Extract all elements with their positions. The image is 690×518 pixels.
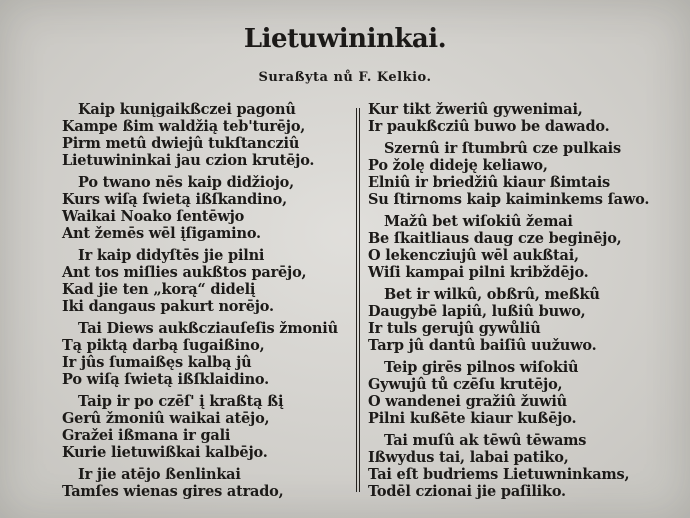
verse-line: Ant žemēs wēl įſigamino. <box>62 225 261 242</box>
verse-line: Taip ir po czēſ' į kraßtą ßį <box>78 393 284 410</box>
verse-line: Daugybē lapiû, lußiû buwo, <box>368 303 586 320</box>
verse-line: Ir tuls gerujû gywůliû <box>368 320 541 337</box>
verse-line: Ir jûs ſumaißęs kalbą jû <box>62 354 252 371</box>
verse-line: Pilni kußēte kiaur kußējo. <box>368 410 577 427</box>
verse-line: Su ſtirnoms kaip kaiminkems ſawo. <box>368 191 650 208</box>
verse-line: Ir paukßcziû buwo be dawado. <box>368 118 610 135</box>
verse-line: Kurie lietuwißkai kalbējo. <box>62 444 268 461</box>
verse-line: Be ſkaitliaus daug cze beginējo, <box>368 230 622 247</box>
verse-line: Waikai Noako ſentēwjo <box>62 208 245 225</box>
verse-line: Gerû žmoniû waikai atējo, <box>62 410 270 427</box>
verse-line: Teip girēs pilnos wiſokiû <box>384 359 579 376</box>
verse-line: Mažû bet wiſokiû žemai <box>384 213 573 230</box>
verse-line: Szernû ir ſtumbrû cze pulkais <box>384 140 621 157</box>
verse-line: O lekencziujû wēl aukßtai, <box>368 247 579 264</box>
verse-line: Kurs wiſą ſwietą ißſkandino, <box>62 191 287 208</box>
verse-line: Tą piktą darbą ſugaißino, <box>62 337 265 354</box>
verse-line: Tamſes wienas gires atrado, <box>62 483 284 500</box>
verse-line: O wandenei gražiû žuwiû <box>368 393 568 410</box>
page-title: Lietuwininkai. <box>243 24 447 54</box>
left-column <box>0 101 352 500</box>
byline: Suraßyta nů F. Kelkio. <box>258 70 432 85</box>
right-column <box>352 101 690 500</box>
verse-line: Gražei ißmana ir gali <box>62 427 231 444</box>
verse-line: Tai muſû ak tēwû tēwams <box>384 432 587 449</box>
verse-line: Tarp jû dantû baiſiû uužuwo. <box>368 337 597 354</box>
verse-line: Bet ir wilkû, obßrû, meßkû <box>384 286 600 303</box>
verse-line: Iki dangaus pakurt norējo. <box>62 298 274 315</box>
verse-line: Ant tos miſlies aukßtos parējo, <box>62 264 307 281</box>
verse-line: Elniû ir briedžiû kiaur ßimtais <box>368 174 610 191</box>
verse-line: Pirm metû dwiejû tukſtancziû <box>62 135 300 152</box>
verse-line: Ißwydus tai, labai patiko, <box>368 449 569 466</box>
verse-line: Wiſi kampai pilni kribždējo. <box>368 264 589 281</box>
verse-line: Lietuwininkai jau czion krutējo. <box>62 152 315 169</box>
verse-line: Kampe ßim waldžią teb'turējo, <box>62 118 306 135</box>
verse-line: Tai eſt budriems Lietuwninkams, <box>368 466 630 483</box>
verse-line: Tai Diews aukßcziauſeſis žmoniû <box>78 320 338 337</box>
verse-line: Po žolę dideję keliawo, <box>368 157 548 174</box>
poem-columns <box>0 101 690 500</box>
verse-line: Ir jie atējo ßenlinkai <box>78 466 241 483</box>
verse-line: Po twano nēs kaip didžiojo, <box>78 174 294 191</box>
verse-line: Kad jie ten „korą“ didelį <box>62 281 256 298</box>
verse-line: Po wiſą ſwietą ißſklaidino. <box>62 371 269 388</box>
verse-line: Kaip kunįgaikßczei pagonû <box>78 101 296 118</box>
verse-line: Todēl czionai jie paſiliko. <box>368 483 566 500</box>
verse-line: Ir kaip didyſtēs jie pilni <box>78 247 265 264</box>
verse-line: Gywujû tů czēſu krutējo, <box>368 376 563 393</box>
verse-line: Kur tikt žweriû gywenimai, <box>368 101 583 118</box>
